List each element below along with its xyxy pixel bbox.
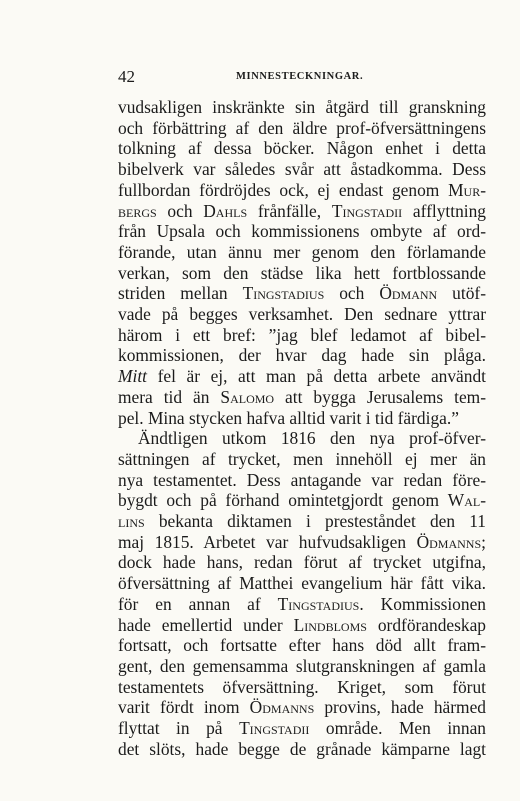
text-run: fel är ej, att man på detta arbete användt <box>146 366 486 387</box>
text-line <box>118 201 486 222</box>
running-title: MINNESTECKNINGAR. <box>236 71 364 82</box>
text-run: bygdt och på förhand omintetgjordt genom <box>118 490 448 511</box>
text-run: och förbättring af den äldre prof-öfversättningens <box>118 117 486 138</box>
text-run: för en annan af <box>118 593 278 614</box>
text-run: nya testamentet. Dess antagande var redan före- <box>118 469 486 490</box>
text-line <box>118 408 486 429</box>
text-line <box>118 159 486 180</box>
small-caps-name: Tingstadius <box>277 593 360 614</box>
text-line <box>118 697 486 718</box>
small-caps-name: Tingstadii <box>331 200 403 221</box>
text-run: dock hade hans, redan förut af trycket utgifna, <box>118 552 486 573</box>
text-run: kommissionen, der hvar dag hade sin plåga. <box>118 345 486 366</box>
text-run: område. Men innan <box>309 718 486 739</box>
text-line <box>118 428 486 449</box>
text-run: flyttat in på <box>118 718 240 739</box>
text-line <box>118 221 486 242</box>
text-line <box>118 180 486 201</box>
text-run: frånfälle, <box>247 200 332 221</box>
text-line <box>118 97 486 118</box>
text-line <box>118 490 486 511</box>
text-run: hade emellertid under <box>118 614 294 635</box>
text-run: mera tid än <box>118 386 221 407</box>
small-caps-name: Wal- <box>447 490 486 511</box>
text-run: . Kommissionen <box>359 593 486 614</box>
text-line <box>118 656 486 677</box>
text-line <box>118 739 486 760</box>
text-line <box>118 677 486 698</box>
small-caps-name: Ödmann <box>379 283 438 304</box>
text-run: öfversättning af Matthei evangelium här fått vika. <box>118 573 486 594</box>
small-caps-name: bergs <box>118 200 157 221</box>
text-run: fortsatt, och fortsatte efter hans död allt fram- <box>118 635 486 656</box>
text-run: utöf- <box>437 283 486 304</box>
text-line <box>118 449 486 470</box>
page-header <box>118 67 488 87</box>
text-run: striden mellan <box>118 283 243 304</box>
text-run: bibelverk var således svår att åstadkomma. Dess <box>118 159 486 180</box>
text-line <box>118 242 486 263</box>
text-run: ; <box>481 531 486 552</box>
small-caps-name: Lindbloms <box>293 614 367 635</box>
text-line <box>118 573 486 594</box>
text-line <box>118 615 486 636</box>
text-run: maj 1815. Arbetet var hufvudsakligen <box>118 531 417 552</box>
small-caps-name: Salomo <box>220 386 275 407</box>
small-caps-name: lins <box>118 511 145 532</box>
text-line <box>118 470 486 491</box>
text-line <box>118 118 486 139</box>
text-run: att bygga Jerusalems tem- <box>274 386 486 407</box>
text-run: det slöts, hade begge de grånade kämparne lagt <box>118 738 486 759</box>
text-line <box>118 304 486 325</box>
text-run: härom i ett bref: ”jag blef ledamot af bibel- <box>118 324 486 345</box>
text-run: provins, hade härmed <box>314 697 486 718</box>
text-run: fullbordan fördröjdes ock, ej endast genom <box>118 179 449 200</box>
text-run: gent, den gemensamma slutgranskningen af gamla <box>118 655 486 676</box>
small-caps-name: Ödmanns <box>416 531 482 552</box>
text-line <box>118 387 486 408</box>
text-run: sättningen af trycket, men innehöll ej mer än <box>118 448 486 469</box>
italic-text: Mitt <box>118 366 147 387</box>
text-line <box>118 532 486 553</box>
text-run: vade på begges verksamhet. Den sednare yttrar <box>118 304 486 325</box>
text-line <box>118 552 486 573</box>
text-run: testamentets öfversättning. Kriget, som förut <box>118 676 486 697</box>
text-line <box>118 345 486 366</box>
text-line <box>118 718 486 739</box>
text-run: från Upsala och kommissionens ombyte af ord- <box>118 221 486 242</box>
text-run: pel. Mina stycken hafva alltid varit i tid färdiga.” <box>118 407 459 428</box>
text-line <box>118 325 486 346</box>
small-caps-name: Mur- <box>448 179 486 200</box>
text-run: varit fördt inom <box>118 697 250 718</box>
body-text <box>118 97 486 760</box>
text-run: förande, utan ännu mer genom den förlamande <box>118 241 486 262</box>
text-run: och <box>156 200 204 221</box>
text-line <box>118 138 486 159</box>
text-run: afflyttning <box>402 200 486 221</box>
text-line <box>118 594 486 615</box>
text-run: verkan, som den städse lika hett fortblossande <box>118 262 486 283</box>
small-caps-name: Ödmanns <box>249 697 315 718</box>
text-run: tolkning af dessa böcker. Någon enhet i detta <box>118 138 486 159</box>
small-caps-name: Tingstadius <box>242 283 325 304</box>
small-caps-name: Tingstadii <box>239 718 310 739</box>
text-run: och <box>324 283 380 304</box>
text-run: bekanta diktamen i presteståndet den 11 <box>144 511 486 532</box>
text-line <box>118 635 486 656</box>
text-line <box>118 263 486 284</box>
text-line <box>118 283 486 304</box>
text-run: ordförandeskap <box>366 614 487 635</box>
text-line <box>118 511 486 532</box>
text-line <box>118 366 486 387</box>
small-caps-name: Dahls <box>203 200 248 221</box>
text-run: vudsakligen inskränkte sin åtgärd till granskning <box>118 97 486 117</box>
text-run: Ändtligen utkom 1816 den nya prof-öfver- <box>138 428 486 449</box>
page-number: 42 <box>118 67 135 86</box>
